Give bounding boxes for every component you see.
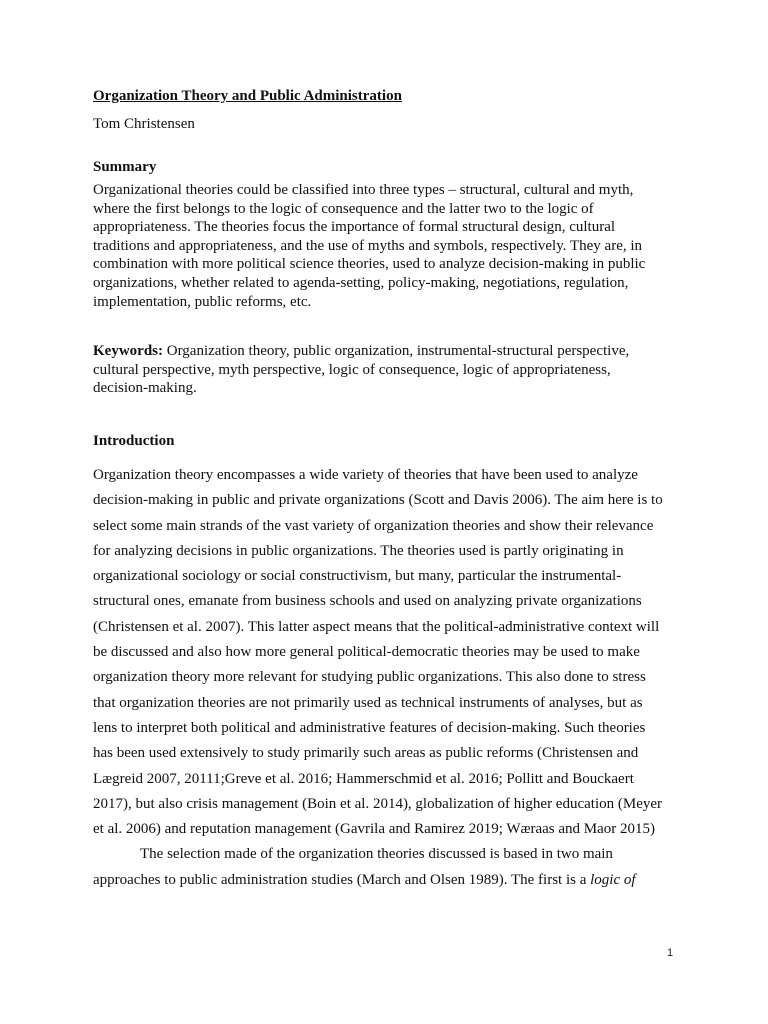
summary-paragraph: Organizational theories could be classified into three types – structural, cultural and myth, where the first belongs to the logic of consequence and the latter two to the logic of appropriateness. The theories focus the importance of formal structural design, cultural traditions and appropriateness, and the use of myths and symbols, respectively. They are, in combination with more political science theories, used to analyze decision-making in public organizations, whether related to agenda-setting, policy-making, negotiations, regulation, implementation, public reforms, etc. (93, 182, 646, 310)
introduction-paragraph-1: Organization theory encompasses a wide variety of theories that have been used to analyze decision-making in public and private organizations (Scott and Davis 2006). The aim here is to select some main strands of the vast variety of organization theories and show their relevance for analyzing decisions in public organizations. The theories used is partly originating in organizational sociology or social constructivism, but many, particular the instrumental-structural ones, emanate from business schools and used on analyzing private organizations (Christensen et al. 2007). This latter aspect means that the political-administrative context will be discussed and also how more general political-democratic theories may be used to make organization theory more relevant for studying public organizations. This also done to stress that organization theories are not primarily used as technical instruments of analyses, but as lens to interpret both political and administrative features of decision-making. Such theories has been used extensively to study primarily such areas as public reforms (Christensen and Lægreid 2007, 20111;Greve et al. 2016; Hammerschmid et al. 2016; Pollitt and Bouckaert 2017), but also crisis management (Boin et al. 2014), globalization of higher education (Meyer et al. 2006) and reputation management (Gavrila and Ramirez 2019; Wæraas and Maor 2015) (93, 466, 663, 838)
introduction-paragraph-2 (93, 842, 665, 893)
introduction-paragraph-2-italic: logic of (590, 871, 636, 888)
summary-heading: Summary (93, 159, 157, 175)
page-number: 1 (667, 947, 674, 959)
keywords-label: Keywords: (93, 343, 163, 360)
introduction-heading: Introduction (93, 432, 175, 449)
keywords-paragraph (93, 342, 665, 398)
keywords-text: Organization theory, public organization, instrumental-structural perspective, cultural perspective, myth perspective, logic of consequence, logic of appropriateness, decision-making. (93, 343, 630, 397)
document-page (93, 86, 665, 893)
introduction-paragraph-2-text: The selection made of the organization theories discussed is based in two main approaches to public administration studies (March and Olsen 1989). The first is a (93, 846, 613, 888)
document-title: Organization Theory and Public Administration (93, 88, 402, 104)
document-author: Tom Christensen (93, 116, 195, 132)
